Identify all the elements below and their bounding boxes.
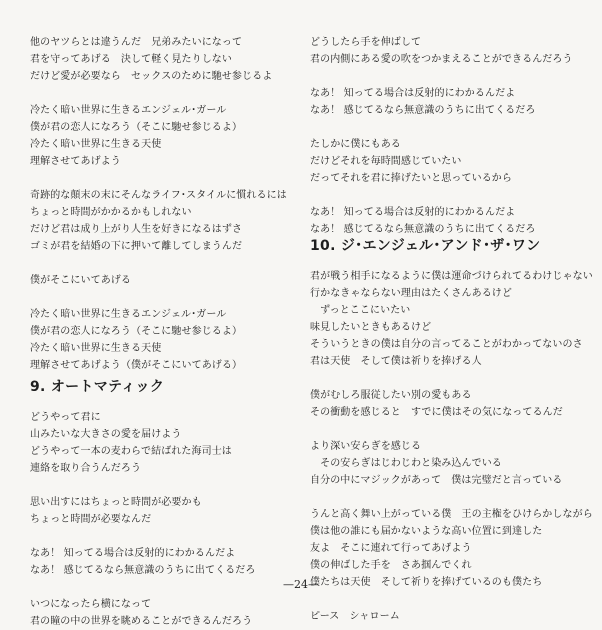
lyric-line: なあ！ 感じてるなら無意識のうちに出てくるだろ [310,105,536,116]
song-10-title: 10. ジ･エンジェル･アンド･ザ･ワン [310,238,541,254]
stanza-gap [30,170,287,187]
lyric-line: なあ！ 知ってる場合は反射的にわかるんだよ [310,207,516,218]
lyric-line: 他のヤツらとは違うんだ 兄弟みたいになって [30,37,243,48]
page-number: —24— [283,578,319,591]
lyric-line: どうしたら手を伸ばして [310,37,422,48]
lyric-line: 君の瞳の中の世界を眺めることができるんだろう [30,616,253,627]
lyric-line: だけど愛が必要なら セックスのために馳せ参じるよ [30,71,273,82]
lyric-line: 理解させてあげよう（僕がそこにいてあげる） [30,360,243,371]
stanza-gap [30,477,255,494]
lyric-line: 山みたいな大きさの愛を届けよう [30,429,182,440]
lyric-line: たしかに僕にもある [310,139,401,150]
lyric-line: その安らぎはじわじわと染み込んでいる [310,458,502,469]
lyric-line: 僕が君の恋人になろう（そこに馳せ参じるよ） [30,326,243,337]
song-9-lyrics-continued [310,34,573,238]
lyric-line: 君の内側にある愛の吹をつかまえることができるんだろう [310,54,573,65]
stanza-gap [310,591,593,608]
lyric-line: なあ！ 知ってる場合は反射的にわかるんだよ [310,88,516,99]
lyric-line: どうやって一本の麦わらで結ばれた海司士は [30,446,232,457]
lyric-line: 僕の伸ばした手を さあ掴んでくれ [310,560,472,571]
lyric-line: 奇跡的な顛末の末にそんなライフ･スタイルに慣れるには [30,190,287,201]
lyric-line: なあ！ 感じてるなら無意識のうちに出てくるだろ [30,565,256,576]
lyric-line: なあ！ 感じてるなら無意識のうちに出てくるだろ [310,224,536,235]
lyric-line: なあ！ 知ってる場合は反射的にわかるんだよ [30,548,236,559]
song-9-title: 9. オートマティック [30,379,165,395]
stanza-gap [310,119,573,136]
lyric-line: 理解させてあげよう [30,156,121,167]
lyric-line: 僕が君の恋人になろう（そこに馳せ参じるよ） [30,122,243,133]
stanza-gap [30,255,287,272]
song-9-lyrics [30,409,255,630]
song-8-lyrics [30,34,287,374]
stanza-gap [310,489,593,506]
stanza-gap [310,370,593,387]
lyric-line: 味見したいときもあるけど [310,322,432,333]
lyric-line: 君は天使 そして僕は祈りを捧げる人 [310,356,482,367]
lyric-line: 冷たく暗い世界に生きるエンジェル･ガール [30,309,227,320]
song-10-lyrics [310,268,593,625]
lyric-line: 僕は他の誰にも届かないような高い位置に到達した [310,526,543,537]
stanza-gap [30,289,287,306]
lyric-line: うんと高く舞い上がっている僕 王の主権をひけらかしながら [310,509,593,520]
stanza-gap [30,528,255,545]
lyric-line: だけど君は成り上がり人生を好きになるはずさ [30,224,243,235]
lyric-line: ちょっと時間が必要なんだ [30,514,152,525]
lyric-line: 友よ そこに連れて行ってあげよう [310,543,472,554]
stanza-gap [310,68,573,85]
lyric-line: 僕がそこにいてあげる [30,275,131,286]
lyric-line: 自分の中にマジックがあって 僕は完璧だと言っている [310,475,563,486]
stanza-gap [310,187,573,204]
lyric-line: 僕がむしろ服従したい別の愛もある [310,390,472,401]
lyric-line: 行かなきゃならない理由はたくさんあるけど [310,288,512,299]
lyric-line: その衝動を感じると すでに僕はその気になってるんだ [310,407,563,418]
lyric-line: 冷たく暗い世界に生きるエンジェル･ガール [30,105,227,116]
lyric-line: だけどそれを毎時間感じていたい [310,156,462,167]
lyric-line: ゴミが君を結婚の下に押いて離してしまうんだ [30,241,243,252]
lyric-line: 君が戦う相手になるように僕は運命づけられてるわけじゃない [310,271,593,282]
lyric-line: 思い出すにはちょっと時間が必要かも [30,497,202,508]
lyric-line: 冷たく暗い世界に生きる天使 [30,343,162,354]
lyric-line: ちょっと時間がかかるかもしれない [30,207,192,218]
lyric-line: 冷たく暗い世界に生きる天使 [30,139,162,150]
lyric-line: いつになったら横になって [30,599,152,610]
lyric-line: より深い安らぎを感じる [310,441,422,452]
stanza-gap [310,421,593,438]
lyric-line: 連絡を取り合うんだろう [30,463,142,474]
lyric-line: ずっとここにいたい [310,305,411,316]
lyric-line: だってそれを君に捧げたいと思っているから [310,173,512,184]
lyric-line: ピース シャローム [310,611,400,622]
stanza-gap [30,85,287,102]
lyric-line: 君を守ってあげる 決して軽く見たりしない [30,54,232,65]
lyric-line: そういうときの僕は自分の言ってることがわかってないのさ [310,339,583,350]
lyric-line: どうやって君に [30,412,101,423]
lyric-line: 僕たちは天使 そして祈りを捧げているのも僕たち [310,577,543,588]
